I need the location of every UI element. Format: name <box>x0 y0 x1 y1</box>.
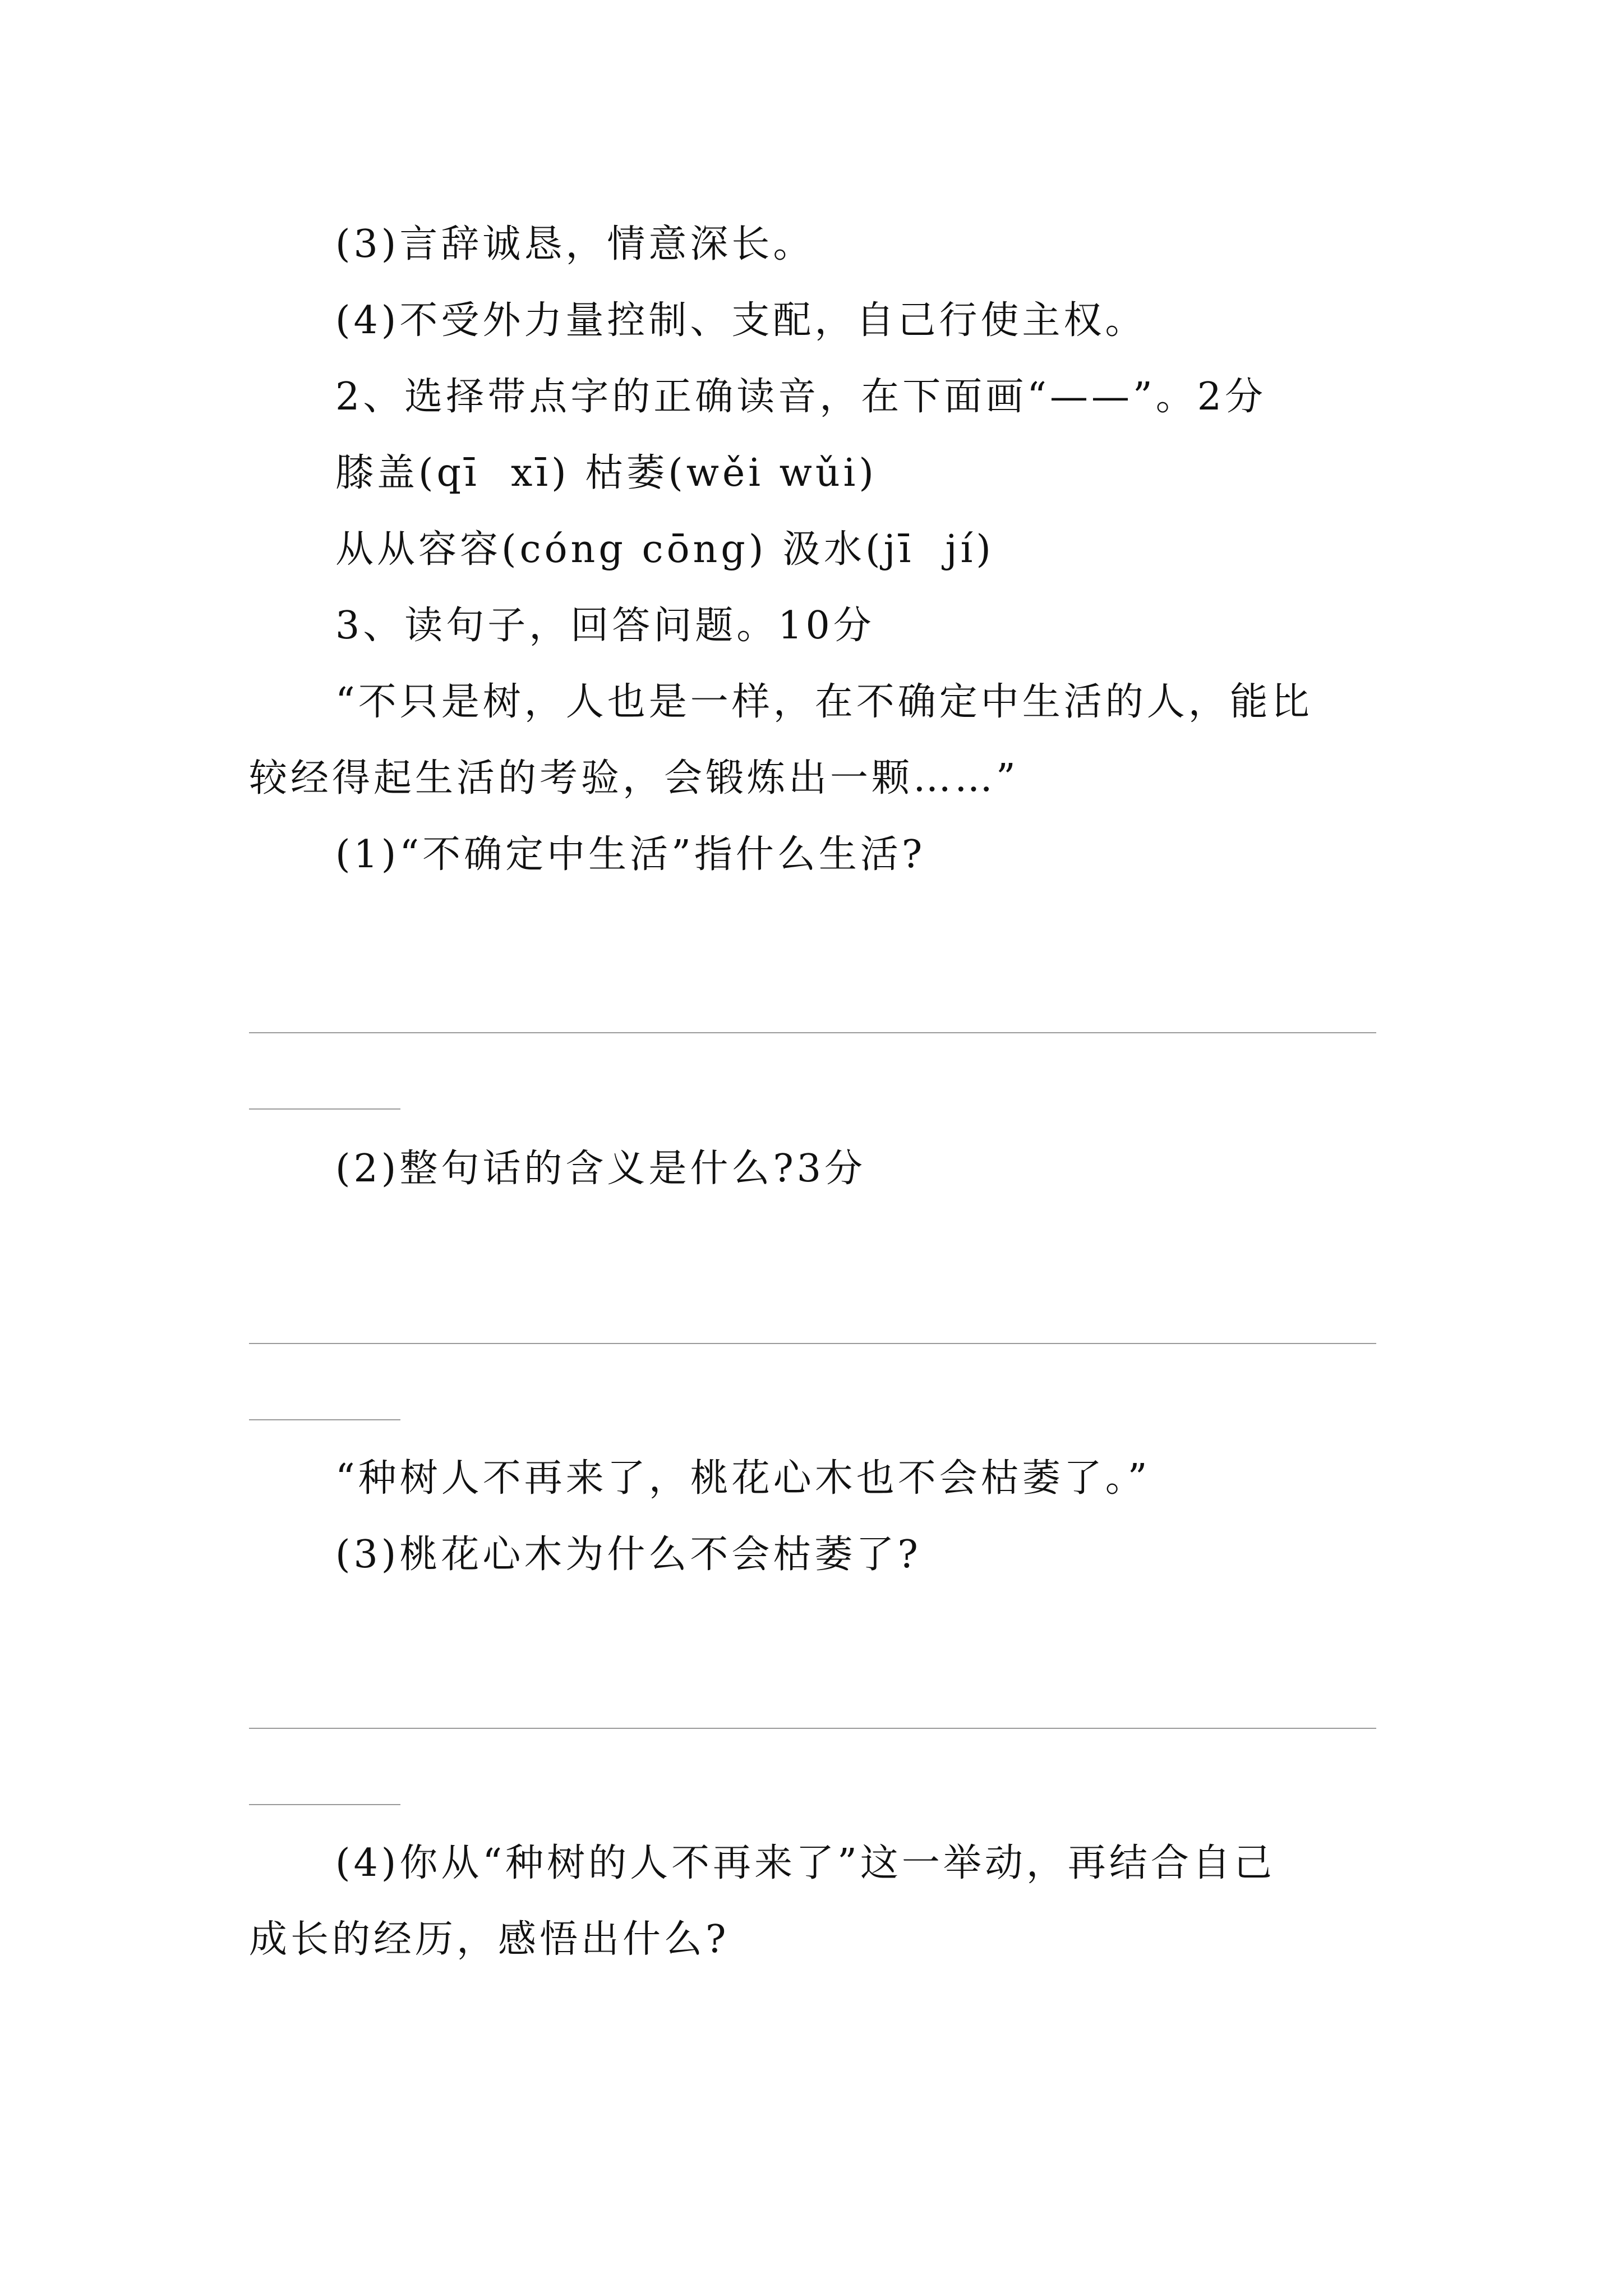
answer-line-3: (3)言辞诚恳，情意深长。 <box>335 222 815 266</box>
sub-question-4-line-2: 成长的经历，感悟出什么? <box>249 1917 730 1962</box>
answer-blank-line <box>249 1728 1376 1729</box>
answer-blank-line <box>249 1032 1376 1033</box>
quote-sentence: “种树人不再来了，桃花心木也不会枯萎了。” <box>335 1456 1151 1501</box>
answer-blank-line-end <box>249 1804 400 1805</box>
pinyin-choice-line-2: 从从容容(cóng cōng) 汲水(jī jí) <box>335 527 994 572</box>
answer-blank-line-end <box>249 1108 400 1110</box>
pinyin-choice-line-1: 膝盖(qī xī) 枯萎(wěi wǔi) <box>335 451 877 495</box>
sub-question-4-line-1: (4)你从“种树的人不再来了”这一举动，再结合自己 <box>335 1841 1275 1885</box>
sub-question-1: (1)“不确定中生活”指什么生活? <box>335 832 926 877</box>
sub-question-3: (3)桃花心木为什么不会枯萎了? <box>335 1533 921 1577</box>
answer-blank-line <box>249 1343 1376 1344</box>
answer-line-4: (4)不受外力量控制、支配，自己行使主权。 <box>335 298 1147 343</box>
question-2-heading: 2、选择带点字的正确读音，在下面画“——”。2分 <box>335 375 1267 419</box>
quote-passage-line-2: 较经得起生活的考验，会锻炼出一颗……” <box>249 756 1019 800</box>
answer-blank-line-end <box>249 1419 400 1420</box>
question-3-heading: 3、读句子，回答问题。10分 <box>335 604 875 648</box>
sub-question-2: (2)整句话的含义是什么?3分 <box>335 1147 866 1191</box>
quote-passage-line-1: “不只是树，人也是一样，在不确定中生活的人，能比 <box>335 680 1313 724</box>
